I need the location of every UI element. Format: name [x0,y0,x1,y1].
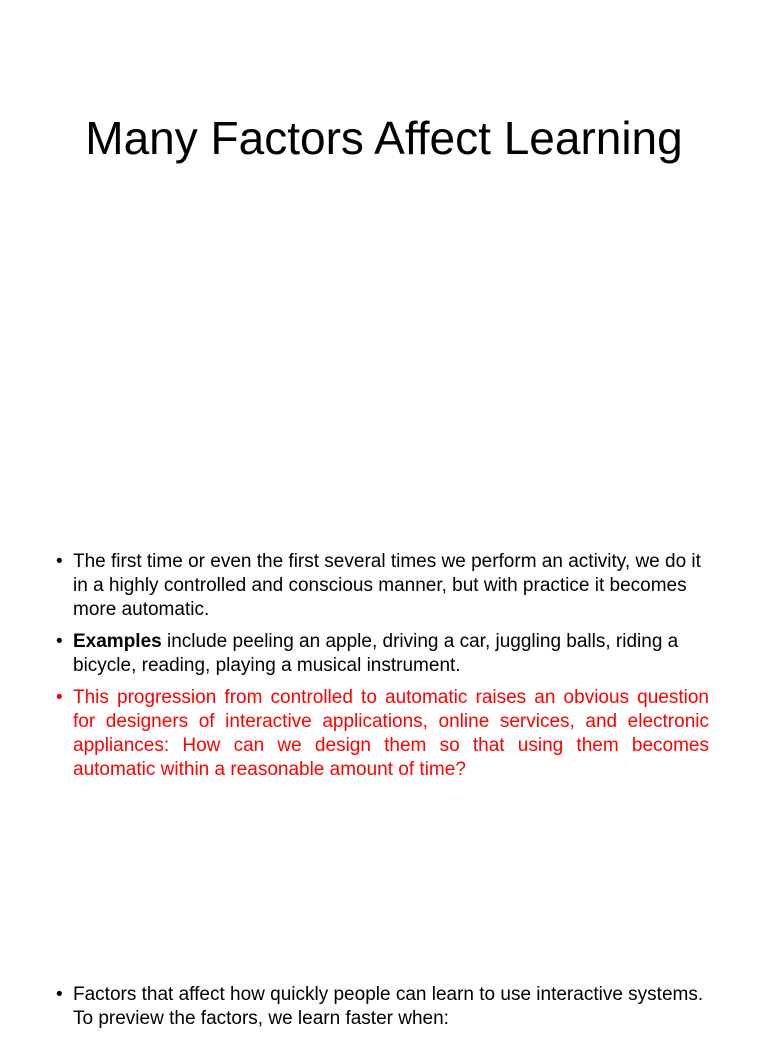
bullet-text: include peeling an apple, driving a car, juggling balls, riding a bicycle, reading, playing a musical instrument. [73,631,679,676]
bullet-bold-lead: Examples [73,631,162,652]
bullet-marker: • [56,984,63,1005]
bullet-text: This progression from controlled to automatic raises an obvious question for designers of interactive applications, online services, and electronic appliances: How can we design them so that using them becomes automatic within a reasonable amount of time? [73,687,709,780]
bullet-item-first-time [56,550,709,622]
slide-title: Many Factors Affect Learning [85,112,683,164]
bullet-marker: • [56,551,63,572]
bullet-text: Factors that affect how quickly people can learn to use interactive systems. To preview the factors, we learn faster when: [73,984,704,1029]
bullet-item-progression [56,686,709,782]
bullet-marker: • [56,687,63,708]
bullet-marker: • [56,631,63,652]
bullet-list [56,550,709,790]
next-slide-bullet-list [56,983,709,1039]
bullet-text: The first time or even the first several times we perform an activity, we do it in a highly controlled and conscious manner, but with practice it becomes more automatic. [73,551,701,620]
bullet-item-examples [56,630,709,678]
